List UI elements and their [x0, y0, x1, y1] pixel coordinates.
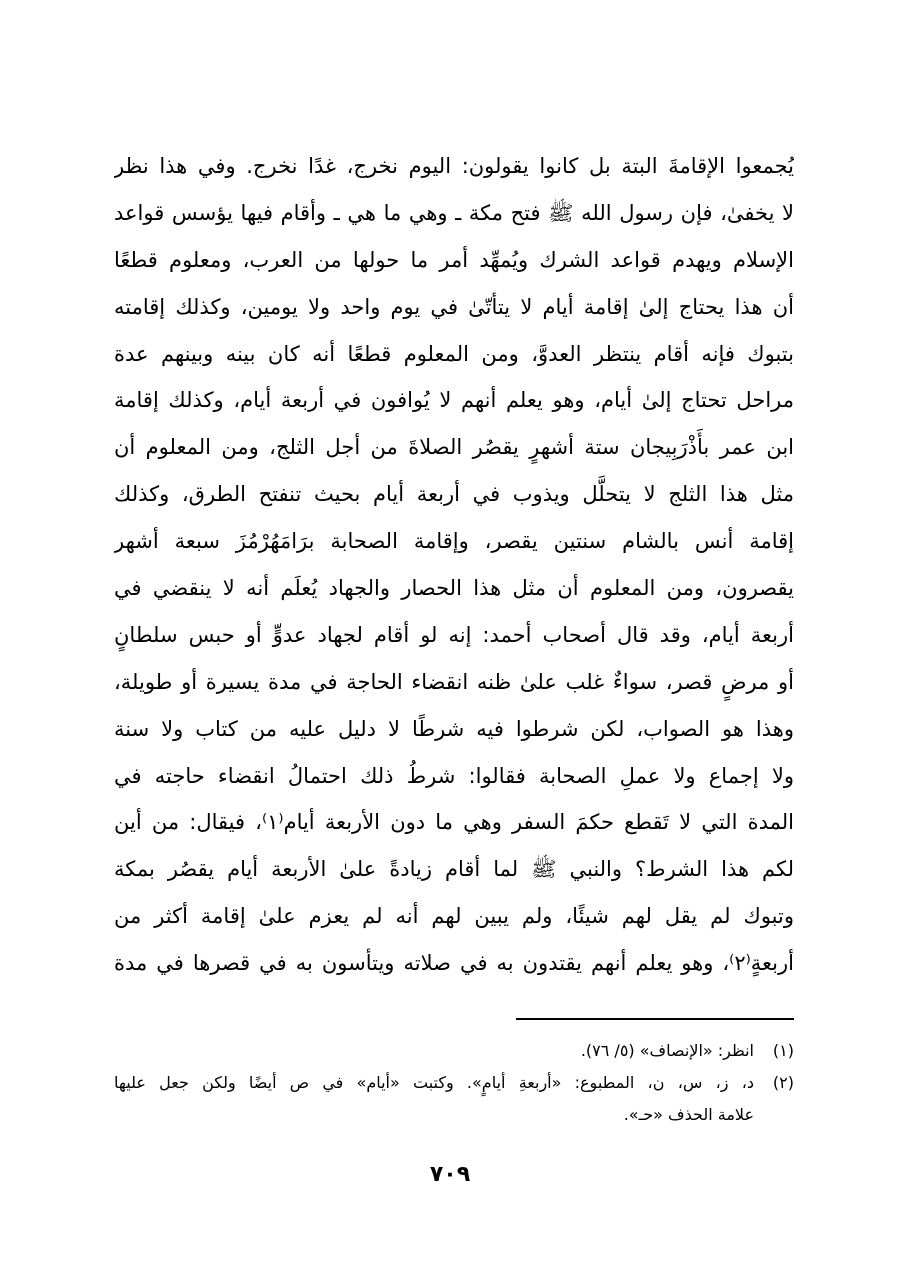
footnote-text	[114, 1067, 764, 1131]
footnote-line: علامة الحذف «حـ».	[623, 1105, 754, 1124]
footnotes	[114, 1035, 794, 1131]
footnote-text	[114, 1035, 764, 1067]
text-line: المدة التي لا تَقطع حكمَ السفر وهي ما دون الأربعة أيام⁽١⁾، فيقال: من أين	[114, 810, 794, 835]
footnote-number: (١)	[772, 1041, 794, 1060]
text-line: الإسلام ويهدم قواعد الشرك ويُمهِّد أمر ما حولها من العرب، ومعلوم قطعًا	[114, 247, 794, 272]
text-line: أربعة أيام، وقد قال أصحاب أحمد: إنه لو أقام لجهاد عدوٍّ أو حبس سلطانٍ	[114, 622, 794, 647]
footnote-divider	[516, 1018, 794, 1020]
text-line: مثل هذا الثلج لا يتحلَّل ويذوب في أربعة أيام بحيث تنفتح الطرق، وكذلك	[114, 482, 794, 507]
text-line: وتبوك لم يقل لهم شيئًا، ولم يبين لهم أنه لم يعزم علىٰ إقامة أكثر من	[114, 904, 794, 929]
footnote-2	[114, 1067, 794, 1131]
footnote-number: (٢)	[772, 1073, 794, 1092]
footnote-1	[114, 1035, 794, 1067]
main-text	[114, 143, 794, 987]
text-line: ابن عمر بأَذْرَبِيجان ستة أشهرٍ يقصُر الصلاةَ من أجل الثلج، ومن المعلوم أن	[114, 435, 794, 460]
text-line: يُجمعوا الإقامةَ البتة بل كانوا يقولون: اليوم نخرج، غدًا نخرج. وفي هذا نظر	[114, 154, 794, 178]
footnote-line: د، ز، س، ن، المطبوع: «أربعةِ أيامٍ». وكتبت «أيام» في ص أيضًا ولكن جعل عليها	[114, 1073, 754, 1092]
text-line: لكم هذا الشرط؟ والنبي ﷺ لما أقام زيادةً علىٰ الأربعة أيام يقصُر بمكة	[114, 857, 794, 882]
text-line: لا يخفىٰ، فإن رسول الله ﷺ فتح مكة ـ وهي ما هي ـ وأقام فيها يؤسس قواعد	[114, 200, 794, 225]
text-line: يقصرون، ومن المعلوم أن مثل هذا الحصار والجهاد يُعلَم أنه لا ينقضي في	[114, 576, 794, 601]
text-line: وهذا هو الصواب، لكن شرطوا فيه شرطًا لا دليل عليه من كتاب ولا سنة	[114, 716, 794, 741]
text-line: أن هذا يحتاج إلىٰ إقامة أيام لا يتأتّىٰ في يوم واحد ولا يومين، وكذلك إقامته	[114, 294, 794, 319]
text-line: بتبوك فإنه أقام ينتظر العدوَّ، ومن المعلوم قطعًا أنه كان بينه وبينهم عدة	[114, 341, 794, 366]
footnote-line: انظر: «الإنصاف» (٥/ ٧٦).	[580, 1041, 754, 1060]
text-line: إقامة أنس بالشام سنتين يقصر، وإقامة الصحابة برَامَهُرْمُزَ سبعة أشهر	[114, 529, 794, 554]
text-line: مراحل تحتاج إلىٰ أيام، وهو يعلم أنهم لا يُوافون في أربعة أيام، وكذلك إقامة	[114, 388, 794, 413]
page-number: ٧٠٩	[429, 1162, 471, 1187]
text-line: ولا إجماع ولا عملِ الصحابة فقالوا: شرطُ ذلك احتمالُ انقضاء حاجته في	[114, 763, 794, 788]
text-line: أو مرضٍ قصر، سواءٌ غلب علىٰ ظنه انقضاء الحاجة في مدة يسيرة أو طويلة،	[114, 669, 794, 694]
text-line: أربعةٍ⁽٢⁾، وهو يعلم أنهم يقتدون به في صلاته ويتأسون به في قصرها في مدة	[114, 951, 794, 976]
